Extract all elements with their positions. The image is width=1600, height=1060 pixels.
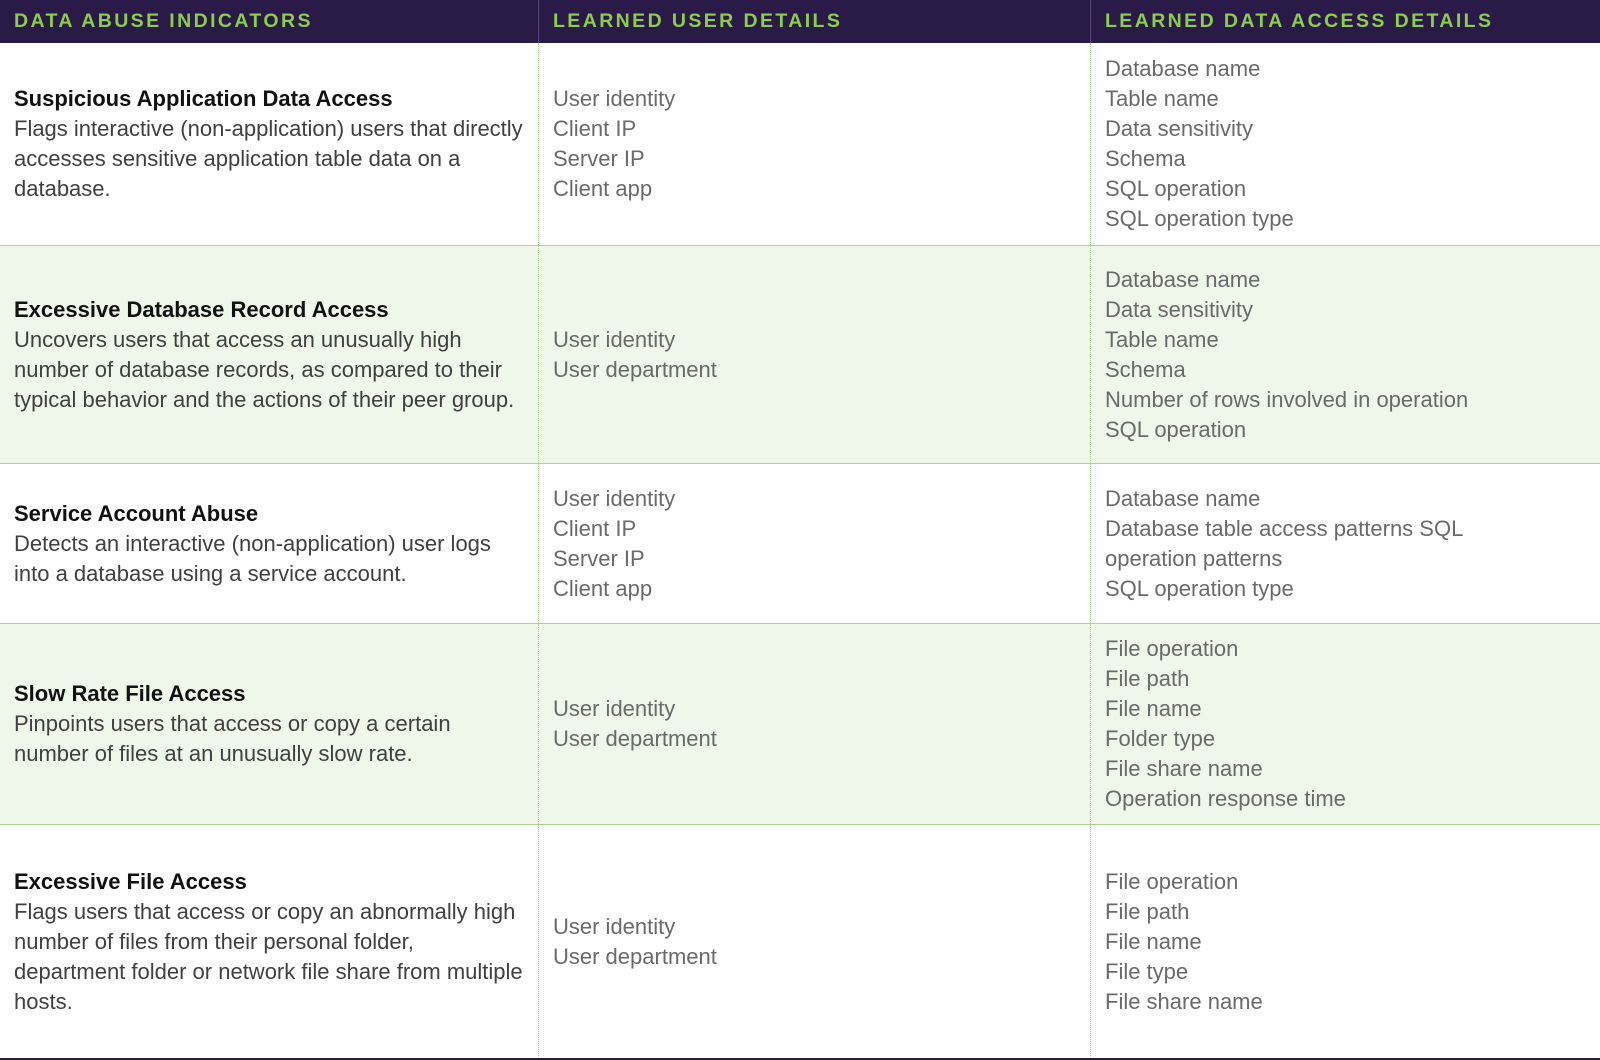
data-access-detail-item: File path (1105, 666, 1190, 691)
user-detail-item: User department (553, 726, 717, 751)
data-access-detail-item: Schema (1105, 146, 1186, 171)
user-detail-item: User identity (553, 326, 676, 352)
data-access-detail-item: Schema (1105, 356, 1186, 382)
data-access-detail-item: File path (1105, 898, 1190, 924)
indicator-description: Detects an interactive (non-application) user logs into a database using a service account. (14, 530, 491, 586)
user-detail-item: Client IP (553, 116, 637, 141)
user-details-cell (539, 624, 1091, 824)
user-detail-item: User identity (553, 485, 676, 511)
indicator-description: Flags users that access or copy an abnormally high number of files from their personal folder, department folder or network file share from multiple hosts. (14, 898, 523, 1014)
data-access-details-cell (1091, 624, 1600, 824)
table-header (0, 0, 1600, 43)
user-detail-item: Client app (553, 176, 653, 201)
data-access-detail-item: Table name (1105, 326, 1219, 352)
data-access-detail-item: Database name (1105, 266, 1261, 292)
table-row (0, 624, 1600, 825)
table-row (0, 825, 1600, 1060)
data-access-detail-item: Database name (1105, 485, 1261, 511)
data-access-detail-item: File name (1105, 928, 1202, 954)
data-access-detail-item: Number of rows involved in operation (1105, 386, 1469, 412)
data-access-detail-item: SQL operation (1105, 416, 1247, 442)
indicator-title: Suspicious Application Data Access (14, 86, 393, 111)
user-detail-item: User identity (553, 696, 676, 721)
table-row (0, 43, 1600, 246)
data-access-detail-item: File type (1105, 958, 1189, 984)
header-data-access-details: LEARNED DATA ACCESS DETAILS (1105, 10, 1494, 32)
indicator-description: Pinpoints users that access or copy a certain number of files at an unusually slow rate. (14, 711, 451, 766)
data-access-detail-item: Data sensitivity (1105, 296, 1253, 322)
indicator-title: Excessive Database Record Access (14, 296, 389, 322)
indicator-title: Slow Rate File Access (14, 681, 246, 706)
user-detail-item: User identity (553, 86, 676, 111)
data-access-detail-item: File name (1105, 696, 1202, 721)
data-access-details-cell (1091, 246, 1600, 463)
data-access-detail-item: File operation (1105, 868, 1239, 894)
user-detail-item: Server IP (553, 545, 645, 571)
user-detail-item: User department (553, 943, 717, 969)
data-access-detail-item: Database name (1105, 56, 1261, 81)
data-access-detail-item: File share name (1105, 756, 1263, 781)
indicator-title: Service Account Abuse (14, 500, 259, 526)
user-detail-item: Client IP (553, 515, 637, 541)
table-row (0, 464, 1600, 624)
user-details-cell (539, 43, 1091, 245)
user-detail-item: Server IP (553, 146, 645, 171)
data-access-detail-item: File share name (1105, 988, 1263, 1014)
indicator-cell (0, 246, 539, 463)
data-access-detail-item: Operation response time (1105, 786, 1346, 811)
user-details-cell (539, 825, 1091, 1058)
data-access-details-cell (1091, 825, 1600, 1058)
user-detail-item: User department (553, 356, 717, 382)
indicator-description: Flags interactive (non-application) users that directly accesses sensitive application table data on a database. (14, 116, 523, 201)
user-detail-item: User identity (553, 913, 676, 939)
data-access-detail-item: File operation (1105, 636, 1239, 661)
indicator-cell (0, 43, 539, 245)
data-access-detail-item: Table name (1105, 86, 1219, 111)
indicator-cell (0, 825, 539, 1058)
data-access-detail-item: SQL operation type (1105, 206, 1294, 231)
indicator-title: Excessive File Access (14, 868, 247, 894)
table-row (0, 246, 1600, 464)
header-user-details: LEARNED USER DETAILS (539, 0, 1091, 43)
header-indicators: DATA ABUSE INDICATORS (0, 0, 539, 43)
data-access-details-cell (1091, 464, 1600, 623)
user-details-cell (539, 246, 1091, 463)
data-access-detail-item: Folder type (1105, 726, 1216, 751)
data-access-detail-item: Data sensitivity (1105, 116, 1253, 141)
indicator-cell (0, 624, 539, 824)
data-access-detail-item: Database table access patterns SQL operation patterns (1105, 515, 1463, 571)
user-details-cell (539, 464, 1091, 623)
indicator-cell (0, 464, 539, 623)
data-access-details-cell (1091, 43, 1600, 245)
indicator-description: Uncovers users that access an unusually high number of database records, as compared to their typical behavior and the actions of their peer group. (14, 326, 515, 412)
data-access-detail-item: SQL operation type (1105, 575, 1294, 601)
data-access-detail-item: SQL operation (1105, 176, 1247, 201)
user-detail-item: Client app (553, 575, 653, 601)
